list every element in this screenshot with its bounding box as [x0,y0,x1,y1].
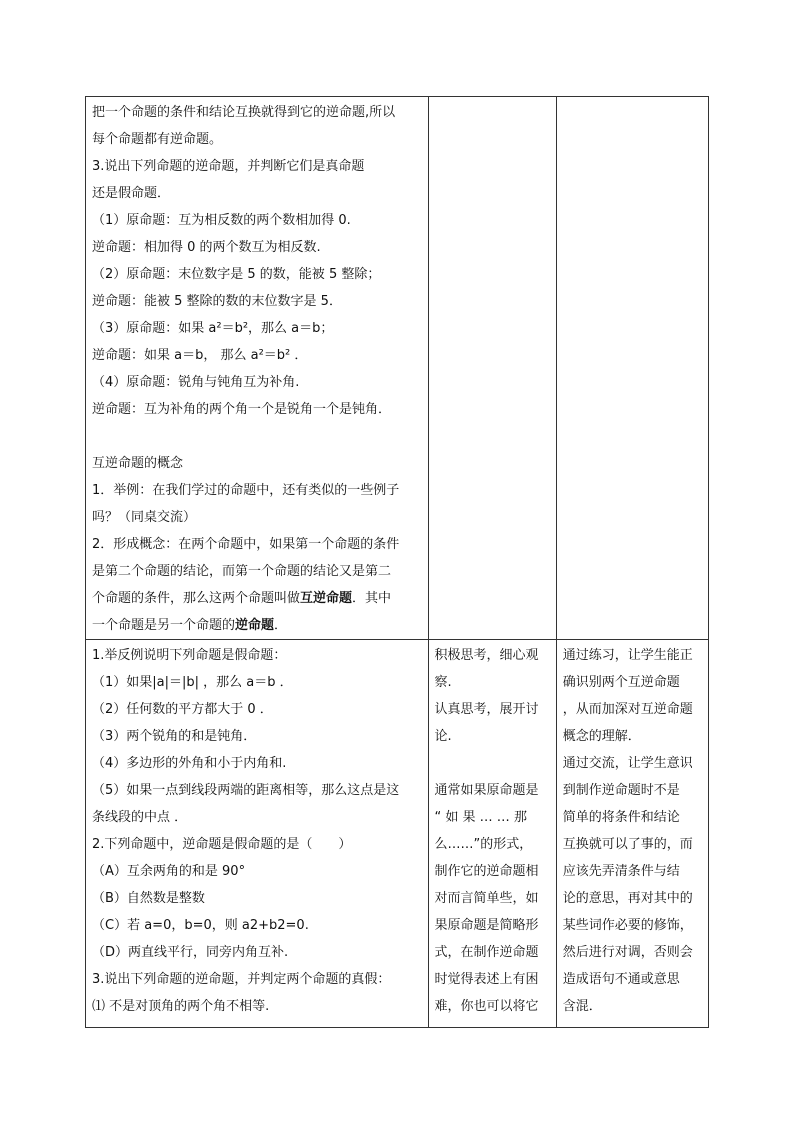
row1-content-cell [86,97,429,640]
activity-line: 么……”的形式， [434,837,533,852]
activity-line: 通常如果原命题是 [434,783,539,798]
text-line: 2．形成概念：在两个命题中，如果第一个命题的条件 [92,537,400,552]
activity-line: 时觉得表述上有困 [434,972,539,987]
term-mutual-inverse: 互逆命题 [300,591,353,606]
text-line: （4）原命题：锐角与钝角互为补角. [92,375,300,390]
row2-content-text [86,640,428,1020]
term-inverse: 逆命题 [235,618,275,633]
text-line: 逆命题：能被 5 整除的数的末位数字是 5． [92,294,342,309]
activity-line: 制作它的逆命题相 [434,864,539,879]
text-line: 条线段的中点 ． [92,810,188,825]
intent-line: 然后进行对调，否则会 [562,945,693,960]
row2-content-cell [86,640,429,1028]
text-line: （2）任何数的平方都大于 0 ． [92,702,273,717]
text-line: 3.说出下列命题的逆命题，并判定两个命题的真假： [92,972,391,987]
text-line: 逆命题：互为补角的两个角一个是锐角一个是钝角． [92,402,392,417]
activity-line [435,750,550,777]
row1-student-activity-cell [428,97,556,640]
intent-line: 概念的理解． [562,729,641,744]
intent-line: 通过交流，让学生意识 [562,756,693,771]
intent-line: 应该先弄清条件与结 [562,864,680,879]
activity-line: 式，在制作逆命题 [434,945,539,960]
row2-student-activity-text [429,640,556,1020]
text-line: 2.下列命题中，逆命题是假命题的是（ ） [92,837,352,852]
activity-line: “ 如 果 … … 那 [434,810,527,825]
activity-line: 认真思考，展开讨 [434,702,539,717]
row2-design-intent-cell [556,640,708,1028]
intent-line: 论的意思，再对其中的 [562,891,693,906]
text-line: 逆命题：如果 a＝b， 那么 a²＝b² ． [92,348,308,363]
activity-line: 论. [434,729,452,744]
text-line: （A）互余两角的和是 90° [92,864,246,879]
intent-line: 互换就可以了事的，而 [562,837,693,852]
text-line: （5）如果一点到线段两端的距离相等，那么这点是这 [92,783,400,798]
text-line: 是第二个命题的结论，而第一个命题的结论又是第二 [92,564,392,579]
text-line [92,423,422,450]
text-line: ⑴ 不是对顶角的两个角不相等. [92,999,270,1014]
activity-line: 对而言简单些，如 [434,891,539,906]
text-line: （D）两直线平行，同旁内角互补. [92,945,289,960]
text-line: （3）两个锐角的和是钝角． [92,729,257,744]
activity-line: 果原命题是简略形 [434,918,539,933]
table-row [86,640,709,1028]
row1-design-intent-cell [556,97,708,640]
text-line: 1．举例：在我们学过的命题中，还有类似的一些例子 [92,483,400,498]
text-line: （1）原命题：互为相反数的两个数相加得 0. [92,213,351,228]
concept-line-b [92,612,422,639]
intent-line: 到制作逆命题时不是 [562,783,680,798]
row2-design-intent-text [557,640,708,1020]
text-line: 3.说出下列命题的逆命题，并判断它们是真命题 [92,159,365,174]
text-line: 每个命题都有逆命题。 [92,132,223,147]
intent-line: 确识别两个互逆命题 [562,675,680,690]
text-line: 还是假命题． [92,186,171,201]
intent-line: 某些词作必要的修饰， [562,918,693,933]
text-line: （B）自然数是整数 [92,891,205,906]
text-line: （4）多边形的外角和小于内角和. [92,756,287,771]
intent-line: 通过练习，让学生能正 [562,648,693,663]
row2-student-activity-cell [428,640,556,1028]
text-line: 1.举反例说明下列命题是假命题： [92,648,287,663]
concept-line-a [92,585,422,612]
concept-line-a-text: 个命题的条件，那么这两个命题叫做 [92,591,301,606]
text-line: （3）原命题：如果 a²＝b²，那么 a＝b； [92,321,334,336]
text-line: （2）原命题：末位数字是 5 的数，能被 5 整除； [92,267,381,282]
intent-line: 造成语句不通或意思 [562,972,680,987]
activity-line: 察. [434,675,452,690]
row1-design-intent-text [557,97,708,99]
table-row [86,97,709,640]
concept-line-a-end: ．其中 [352,591,392,606]
text-line: 互逆命题的概念 [92,456,184,471]
text-line: （1）如果|a|＝|b| ，那么 a＝b ． [92,675,293,690]
intent-line: ，从而加深对互逆命题 [562,702,693,717]
concept-line-b-text: 一个命题是另一个命题的 [92,618,236,633]
text-line: 把一个命题的条件和结论互换就得到它的逆命题,所以 [92,105,396,120]
intent-line: 简单的将条件和结论 [562,810,680,825]
text-line: 逆命题：相加得 0 的两个数互为相反数. [92,240,321,255]
row1-content-text [86,97,428,639]
activity-line: 积极思考，细心观 [434,648,539,663]
concept-line-b-end: ． [274,618,288,633]
intent-line: 含混． [562,999,602,1014]
text-line: 吗？（同桌交流） [92,510,197,525]
lesson-table [85,96,709,1028]
activity-line: 难，你也可以将它 [434,999,539,1014]
row1-student-activity-text [429,97,556,99]
text-line: （C）若 a=0，b=0，则 a2+b2=0. [92,918,309,933]
